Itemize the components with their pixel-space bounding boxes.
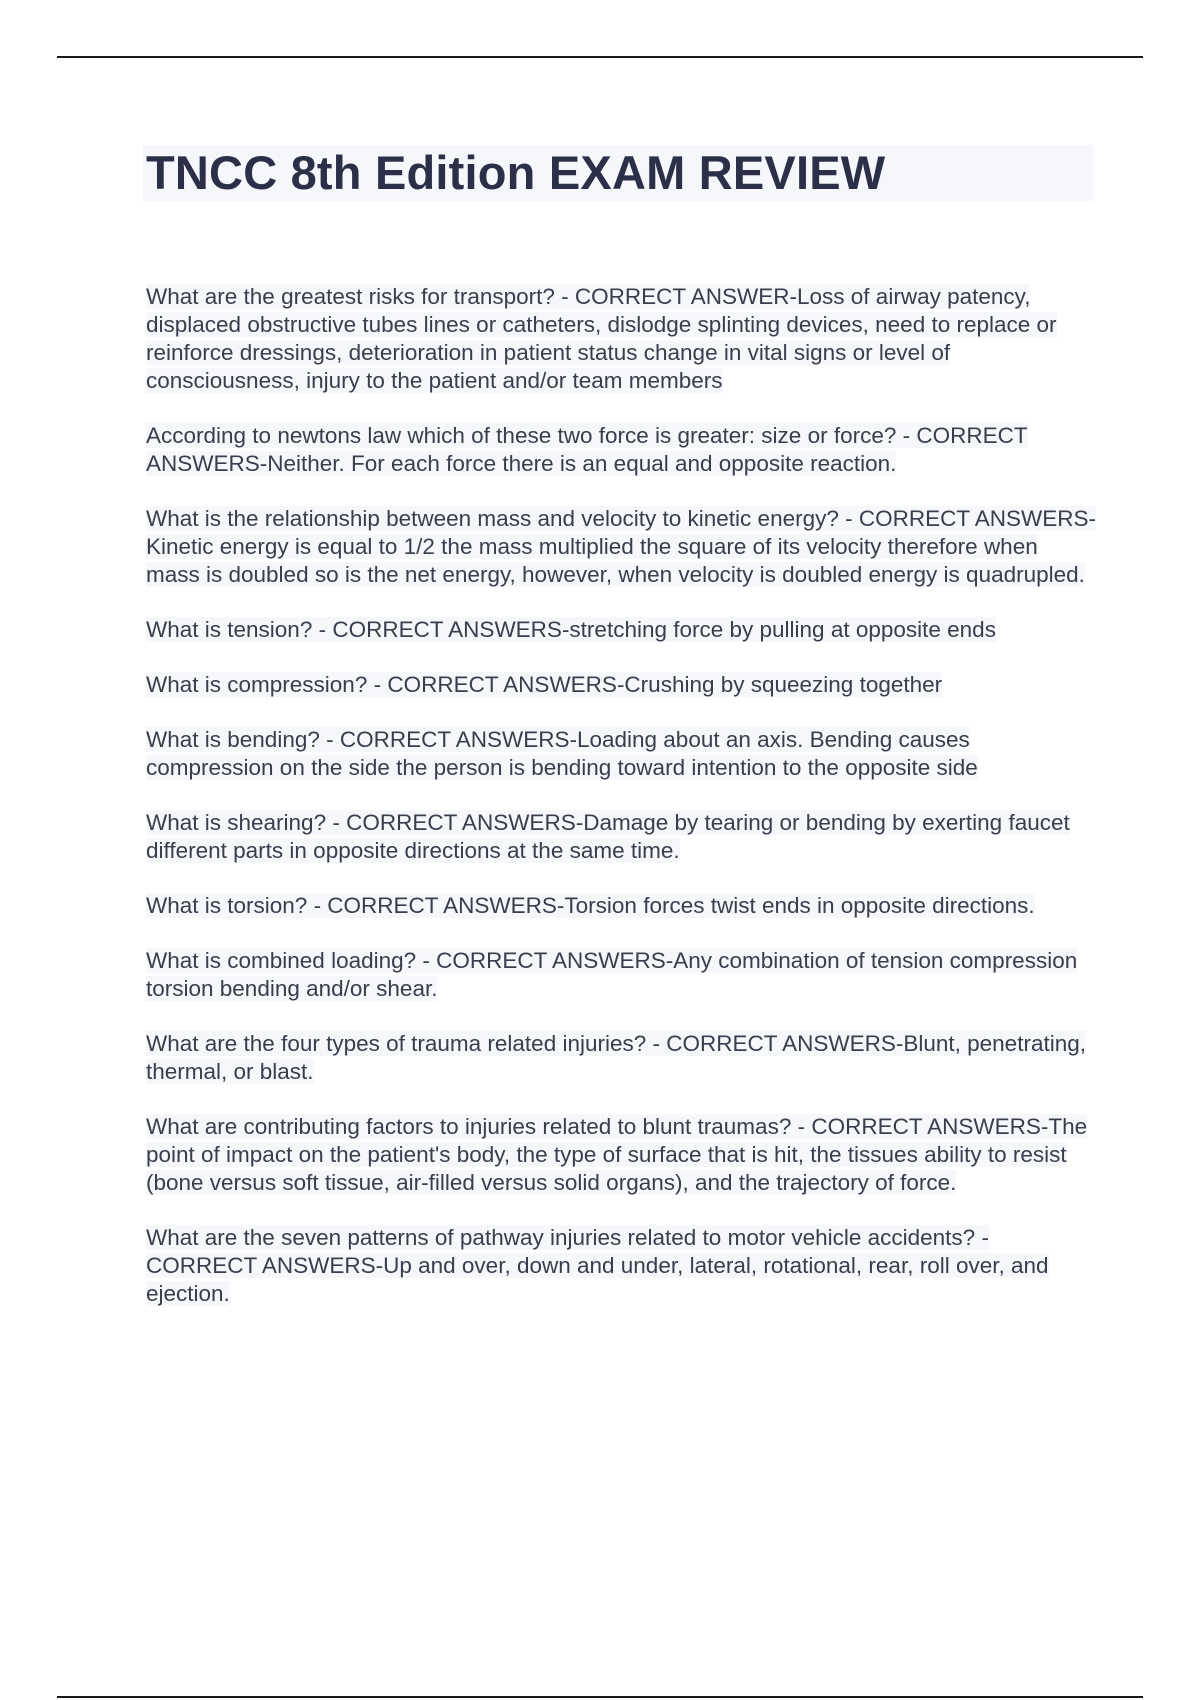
qa-item: [146, 1030, 1096, 1086]
document-title: TNCC 8th Edition EXAM REVIEW: [146, 146, 886, 199]
qa-text: What is the relationship between mass and velocity to kinetic energy? - CORRECT ANSWERS-Kinetic energy is equal to 1/2 the mass multiplied the square of its velocity therefore when mass is doubled so is the net energy, however, when velocity is doubled energy is quadrupled.: [146, 506, 1096, 587]
qa-item: [146, 947, 1096, 1003]
bottom-rule: [57, 1696, 1143, 1698]
qa-item: [146, 505, 1096, 589]
qa-text: What are the seven patterns of pathway injuries related to motor vehicle accidents? - CORRECT ANSWERS-Up and over, down and under, lateral, rotational, rear, roll over, and ejection.: [146, 1225, 1049, 1306]
qa-text: What is torsion? - CORRECT ANSWERS-Torsion forces twist ends in opposite directions.: [146, 893, 1035, 918]
qa-text: What are contributing factors to injuries related to blunt traumas? - CORRECT ANSWERS-The point of impact on the patient's body, the type of surface that is hit, the tissues ability to resist (bone versus soft tissue, air-filled versus solid organs), and the trajectory of force.: [146, 1114, 1088, 1195]
qa-item: [146, 809, 1096, 865]
qa-item: [146, 422, 1096, 478]
qa-item: [146, 892, 1096, 920]
qa-list: [146, 283, 1096, 1335]
qa-item: [146, 1113, 1096, 1197]
qa-text: What is shearing? - CORRECT ANSWERS-Damage by tearing or bending by exerting faucet different parts in opposite directions at the same time.: [146, 810, 1070, 863]
qa-text: What are the greatest risks for transport? - CORRECT ANSWER-Loss of airway patency, displaced obstructive tubes lines or catheters, dislodge splinting devices, need to replace or reinforce dressings, deterioration in patient status change in vital signs or level of consciousness, injury to the patient and/or team members: [146, 284, 1057, 393]
qa-text: What is tension? - CORRECT ANSWERS-stretching force by pulling at opposite ends: [146, 617, 996, 642]
qa-text: What is compression? - CORRECT ANSWERS-Crushing by squeezing together: [146, 672, 943, 697]
qa-item: [146, 726, 1096, 782]
qa-text: What is combined loading? - CORRECT ANSWERS-Any combination of tension compression torsion bending and/or shear.: [146, 948, 1078, 1001]
qa-item: [146, 671, 1096, 699]
qa-item: [146, 616, 1096, 644]
qa-text: According to newtons law which of these two force is greater: size or force? - CORRECT ANSWERS-Neither. For each force there is an equal and opposite reaction.: [146, 423, 1028, 476]
qa-text: What is bending? - CORRECT ANSWERS-Loading about an axis. Bending causes compression on the side the person is bending toward intention to the opposite side: [146, 727, 978, 780]
qa-item: [146, 1224, 1096, 1308]
top-rule: [57, 56, 1143, 58]
qa-text: What are the four types of trauma related injuries? - CORRECT ANSWERS-Blunt, penetrating, thermal, or blast.: [146, 1031, 1086, 1084]
qa-item: [146, 283, 1096, 395]
